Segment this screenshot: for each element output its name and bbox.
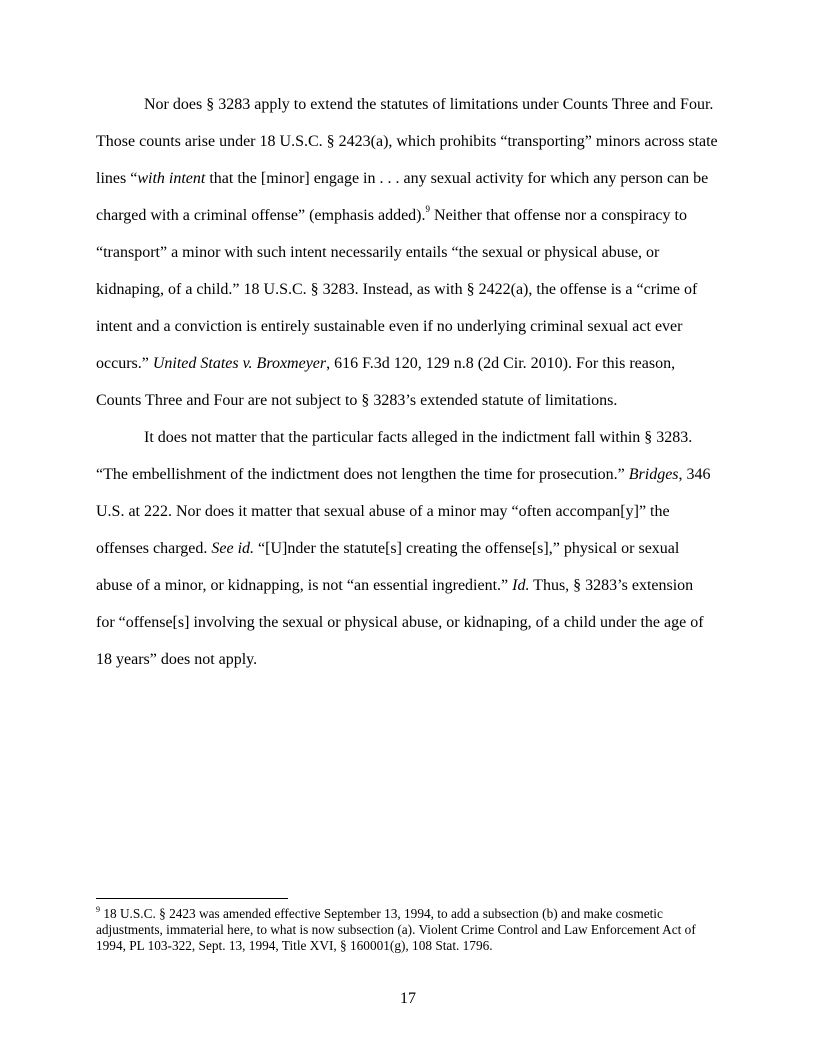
footnote-ref[interactable]: 9 xyxy=(425,204,431,214)
emphasis-text: with intent xyxy=(137,170,206,187)
footnote-line: 1994, PL 103-322, Sept. 13, 1994, Title XVI, § 160001(g), 108 Stat. 1796. xyxy=(96,938,493,953)
footnote-line: $^9$ 18 U.S.C. § 2423 was amended effective September 13, 1994, to add a subsection (b) and make cosmetic xyxy=(96,905,663,921)
page-number: 17 xyxy=(400,990,416,1007)
body-line: Counts Three and Four are not subject to § 3283’s extended statute of limitations. xyxy=(96,392,618,409)
citation-signal: Id. xyxy=(512,577,530,594)
body-line: kidnaping, of a child.” 18 U.S.C. § 3283. Instead, as with § 2422(a), the offense is a “crime of xyxy=(96,281,698,298)
body-line: Nor does § 3283 apply to extend the statutes of limitations under Counts Three and Four. xyxy=(144,96,714,113)
body-line: lines “with intent that the [minor] engage in . . . any sexual activity for which any person can be xyxy=(96,170,709,187)
case-citation: United States v. Broxmeyer xyxy=(152,355,327,372)
case-citation: Bridges xyxy=(628,466,679,483)
body-line: 18 years” does not apply. xyxy=(96,651,258,668)
body-line: occurs.” United States v. Broxmeyer, 616 F.3d 120, 129 n.8 (2d Cir. 2010). For this reason, xyxy=(96,355,676,372)
body-line: charged with a criminal offense” (emphasis added).$^9$ Neither that offense nor a conspiracy to xyxy=(96,204,687,224)
body-line: “The embellishment of the indictment does not lengthen the time for prosecution.” Bridges, 346 xyxy=(96,466,711,483)
footnote-number: 9 xyxy=(96,905,100,914)
body-line: for “offense[s] involving the sexual or physical abuse, or kidnaping, of a child under the age of xyxy=(96,614,704,631)
footnote-divider xyxy=(96,898,288,899)
footnote-line: adjustments, immaterial here, to what is now subsection (a). Violent Crime Control and Law Enforcement Act of xyxy=(96,922,696,937)
body-line: U.S. at 222. Nor does it matter that sexual abuse of a minor may “often accompan[y]” the xyxy=(96,503,670,520)
body-line: Those counts arise under 18 U.S.C. § 2423(a), which prohibits “transporting” minors across state xyxy=(96,133,718,150)
body-line: offenses charged. See id. “[U]nder the statute[s] creating the offense[s],” physical or sexual xyxy=(96,540,680,557)
body-line: abuse of a minor, or kidnapping, is not “an essential ingredient.” Id. Thus, § 3283’s extension xyxy=(96,577,694,594)
body-line: “transport” a minor with such intent necessarily entails “the sexual or physical abuse, or xyxy=(96,244,660,261)
body-line: intent and a conviction is entirely sustainable even if no underlying criminal sexual act ever xyxy=(96,318,683,335)
body-line: It does not matter that the particular facts alleged in the indictment fall within § 3283. xyxy=(144,429,693,446)
citation-signal: See id. xyxy=(211,540,255,557)
